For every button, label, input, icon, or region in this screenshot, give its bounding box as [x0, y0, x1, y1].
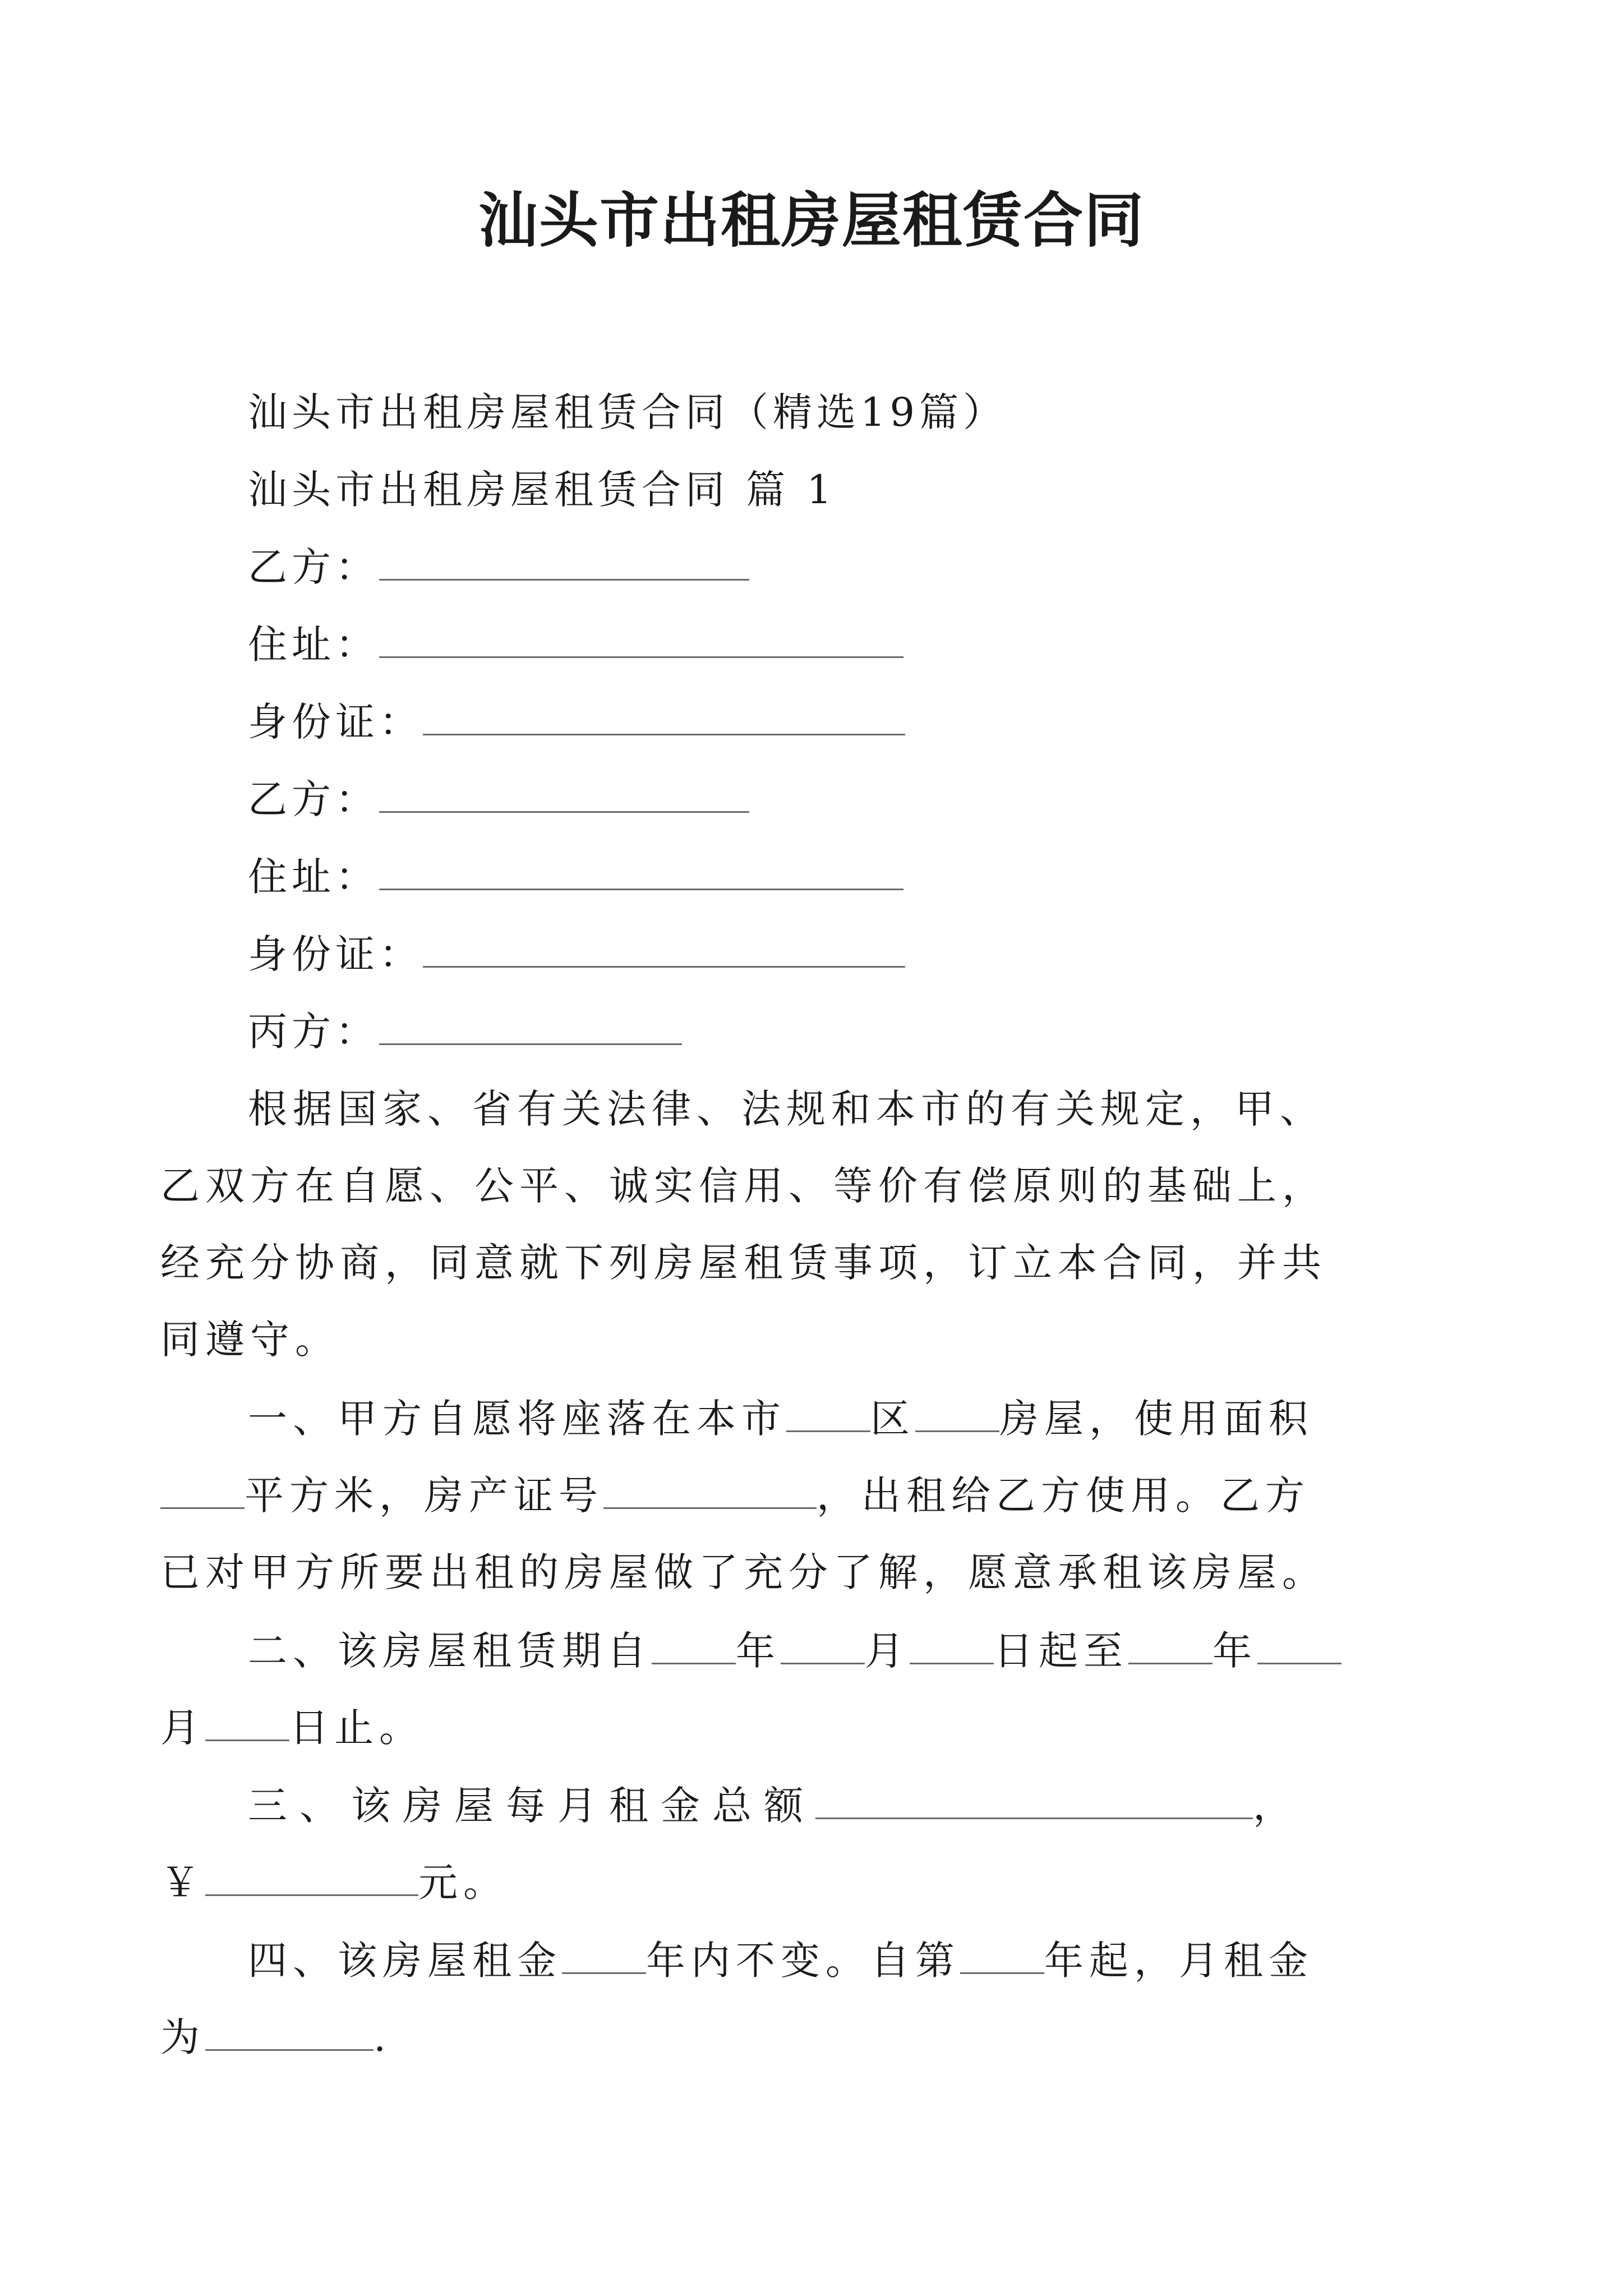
paragraph-line: 根据国家、省有关法律、法规和本市的有关规定，甲、: [248, 1086, 1325, 1132]
clause-1: [160, 1396, 1403, 1630]
field-label: 身份证：: [248, 699, 423, 745]
paragraph-line: [160, 1473, 1403, 1553]
fill-blank: [815, 1817, 1253, 1819]
fill-blank: [160, 1507, 245, 1509]
clause-text: 日止。: [289, 1705, 424, 1751]
fill-blank: [423, 733, 905, 735]
clause-text: 三、该房屋每月租金总额: [248, 1783, 815, 1829]
fill-blank: [562, 1972, 646, 1974]
paragraph-line: [160, 2014, 1403, 2095]
field-party-b-2: [248, 776, 1426, 822]
fill-blank: [205, 1739, 289, 1741]
clause-text: .: [374, 2014, 392, 2060]
paragraph-line: 同遵守。: [160, 1317, 340, 1363]
fill-blank: [786, 1430, 870, 1432]
clause-text: ，出租给乙方使用。乙方: [817, 1473, 1310, 1519]
section-heading: 汕头市出租房屋租赁合同 篇 1: [248, 467, 837, 513]
fill-blank: [652, 1662, 736, 1664]
paragraph-line: [248, 1938, 1403, 2018]
fill-blank: [1128, 1662, 1212, 1664]
clause-text: 日起至: [994, 1628, 1128, 1674]
fill-blank: [960, 1972, 1044, 1974]
clause-text: 年: [736, 1628, 781, 1674]
fill-blank: [423, 965, 905, 968]
clause-text: 平方米，房产证号: [245, 1473, 603, 1519]
paragraph-line: [248, 1628, 1403, 1708]
clause-text: 年起，月租金: [1044, 1938, 1313, 1984]
paragraph-line: 乙双方在自愿、公平、诚实信用、等价有偿原则的基础上，: [160, 1163, 1327, 1209]
clause-text: 为: [160, 2014, 205, 2060]
fill-blank: [379, 1043, 682, 1045]
subtitle: 汕头市出租房屋租赁合同（精选19篇）: [248, 389, 1007, 435]
field-party-c: [248, 1009, 1426, 1055]
clause-text: 一、甲方自愿将座落在本市: [248, 1396, 786, 1442]
paragraph-line: [248, 1396, 1403, 1476]
fill-blank: [205, 2049, 374, 2051]
fill-blank: [1257, 1662, 1341, 1664]
clause-text: 四、该房屋租金: [248, 1938, 562, 1984]
clause-text: 房屋，使用面积: [999, 1396, 1313, 1442]
field-label: 住址：: [248, 622, 379, 668]
document-title: 汕头市出租房屋租赁合同: [478, 185, 1145, 255]
clause-text: 月: [865, 1628, 910, 1674]
paragraph-preamble: [160, 1086, 1403, 1397]
clause-4: [160, 1938, 1403, 2095]
fill-blank: [915, 1430, 999, 1432]
field-address-2: [248, 854, 1426, 900]
field-label: 住址：: [248, 854, 379, 900]
clause-text: 区: [870, 1396, 915, 1442]
clause-text: 月: [160, 1705, 205, 1751]
field-id-card: [248, 699, 1426, 745]
fill-blank: [379, 888, 903, 890]
fill-blank: [603, 1507, 817, 1509]
clause-3: [160, 1783, 1403, 1940]
clause-text: 年内不变。自第: [646, 1938, 960, 1984]
clause-text: ，: [1253, 1783, 1304, 1829]
paragraph-line: 已对甲方所要出租的房屋做了充分了解，愿意承租该房屋。: [160, 1549, 1327, 1595]
clause-text: 元。: [418, 1860, 508, 1906]
field-label: 乙方：: [248, 544, 379, 590]
clause-2: [160, 1628, 1403, 1785]
field-party-b: [248, 544, 1426, 590]
clause-text: ￥: [160, 1860, 205, 1906]
fill-blank: [205, 1894, 418, 1896]
fill-blank: [379, 578, 749, 581]
field-label: 丙方：: [248, 1009, 379, 1055]
clause-text: 二、该房屋租赁期自: [248, 1628, 652, 1674]
paragraph-line: 经充分协商，同意就下列房屋租赁事项，订立本合同，并共: [160, 1240, 1327, 1286]
clause-text: 年: [1212, 1628, 1257, 1674]
fill-blank: [379, 811, 749, 813]
paragraph-line: [160, 1705, 1403, 1785]
fill-blank: [910, 1662, 994, 1664]
fill-blank: [379, 656, 903, 658]
fill-blank: [781, 1662, 865, 1664]
field-address: [248, 622, 1426, 668]
paragraph-line: [248, 1783, 1403, 1863]
paragraph-line: [160, 1860, 1403, 1940]
field-id-card-2: [248, 931, 1426, 977]
field-label: 身份证：: [248, 931, 423, 977]
field-label: 乙方：: [248, 776, 379, 822]
